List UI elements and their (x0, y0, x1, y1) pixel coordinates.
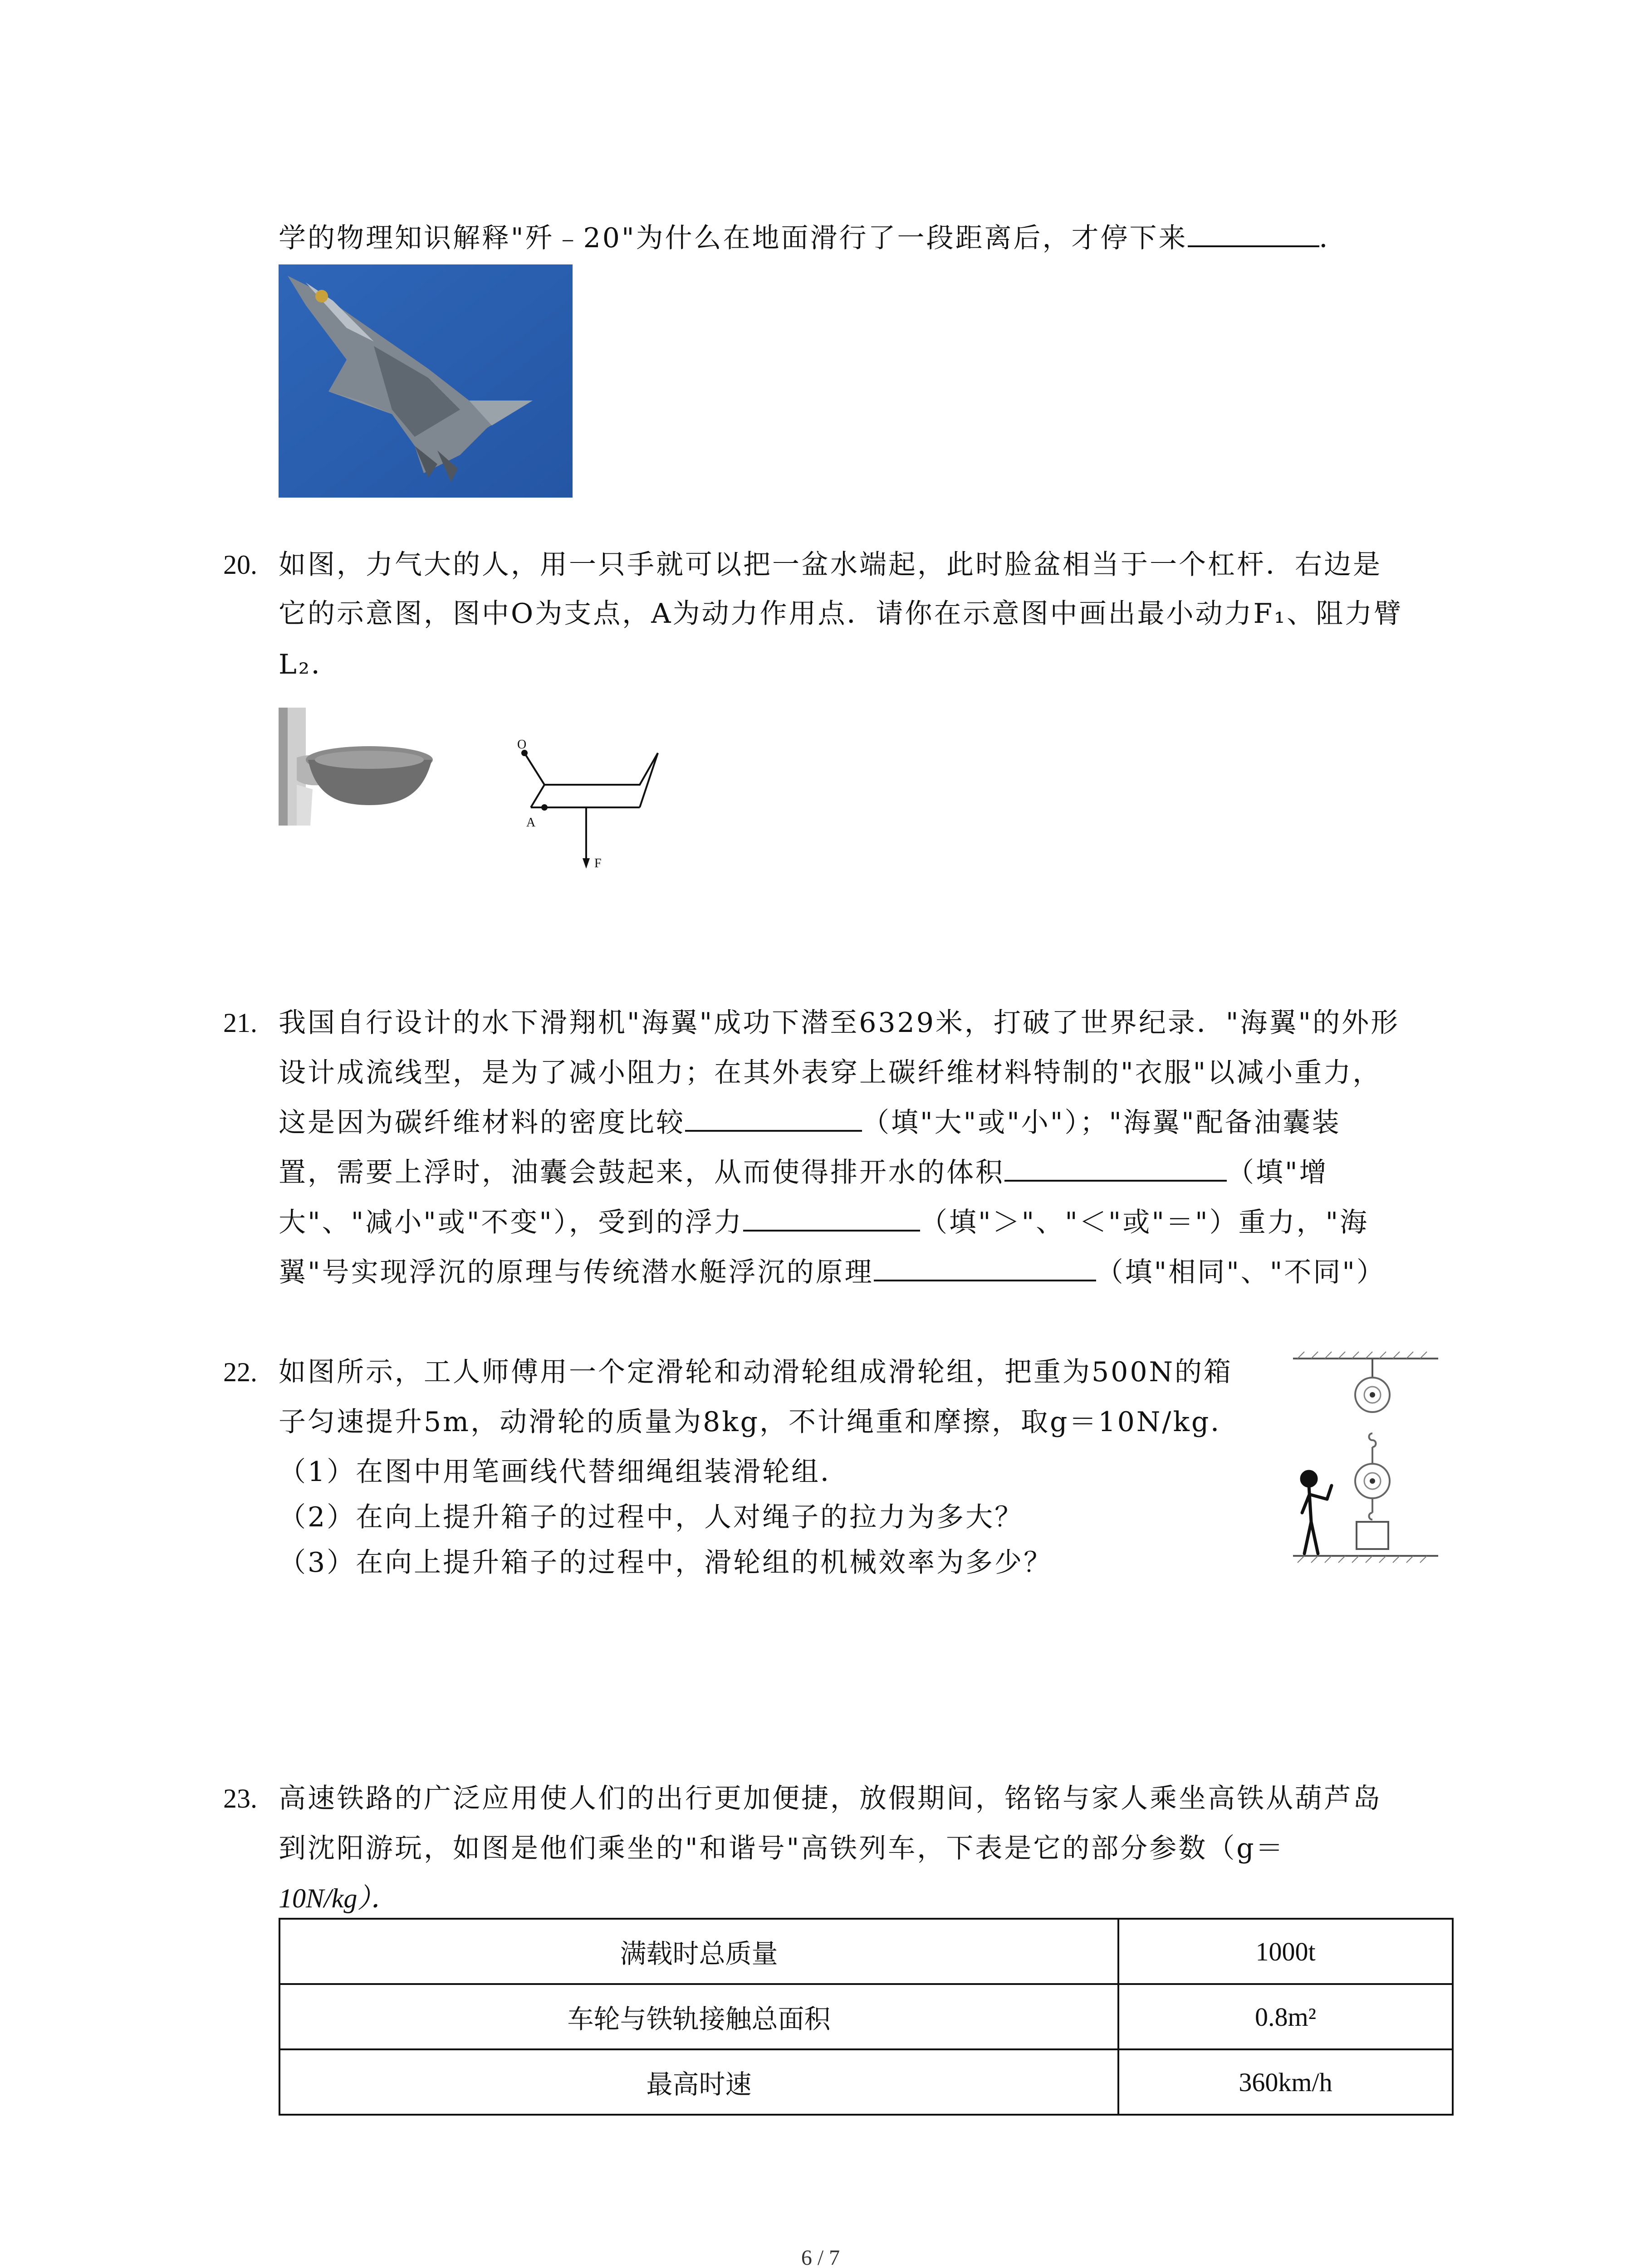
q22-sub3: （3）在向上提升箱子的过程中，滑轮组的机械效率为多少？ (279, 1547, 1053, 1579)
pulley-diagram (1284, 1349, 1447, 1581)
param-label: 最高时速 (279, 2049, 1118, 2115)
q21-blank-density[interactable] (685, 1105, 862, 1132)
param-label: 车轮与铁轨接触总面积 (279, 1984, 1118, 2049)
lever-diagram (504, 739, 662, 875)
q21-line6a: 翼"号实现浮沉的原理与传统潜水艇浮沉的原理 (279, 1256, 874, 1288)
table-row (279, 1984, 1453, 2049)
q21-line3b: （填"大"或"小"）；"海翼"配备油囊装 (862, 1107, 1341, 1139)
q20-line3: L₂． (279, 649, 340, 680)
q22-sub2: （2）在向上提升箱子的过程中，人对绳子的拉力为多大？ (279, 1501, 1024, 1533)
q22-sub1: （1）在图中用笔画线代替细绳组装滑轮组． (279, 1456, 850, 1488)
table-row (279, 2049, 1453, 2115)
q21-line1: 我国自行设计的水下滑翔机"海翼"成功下潜至6329米，打破了世界纪录．"海翼"的外形 (279, 1007, 1400, 1039)
basin-outline (524, 753, 658, 785)
q21-blank-buoyancy[interactable] (743, 1204, 920, 1232)
param-value: 0.8m² (1118, 1984, 1453, 2049)
table-row (279, 1919, 1453, 1984)
q21-line3 (279, 1105, 1341, 1141)
q19-answer-blank[interactable] (1188, 220, 1319, 247)
q19-line-text: 学的物理知识解释"歼﹣20"为什么在地面滑行了一段距离后，才停下来 (279, 222, 1188, 254)
page-number: 6 / 7 (801, 2246, 840, 2268)
q21-line5 (279, 1204, 1369, 1241)
label-a: A (526, 816, 536, 830)
q20-line2: 它的示意图，图中O为支点，A为动力作用点．请你在示意图中画出最小动力F₁、阻力臂 (279, 598, 1403, 630)
q22-line2: 子匀速提升5m，动滑轮的质量为8kg，不计绳重和摩擦，取g＝10N/kg． (279, 1406, 1240, 1438)
q19-text-line (279, 220, 1348, 256)
q23-number: 23. (223, 1784, 257, 1813)
q21-line4 (279, 1154, 1328, 1191)
box (1357, 1522, 1388, 1549)
q21-blank-volume[interactable] (1004, 1154, 1227, 1182)
q23-line1: 高速铁路的广泛应用使人们的出行更加便捷，放假期间，铭铭与家人乘坐高铁从葫芦岛 (279, 1783, 1382, 1814)
q22-number: 22. (223, 1357, 257, 1387)
q20-line1: 如图，力气大的人，用一只手就可以把一盆水端起，此时脸盆相当于一个杠杆．右边是 (279, 549, 1382, 581)
q21-number: 21. (223, 1008, 257, 1038)
q21-line6 (279, 1254, 1386, 1290)
q20-number: 20. (223, 550, 257, 580)
param-value: 360km/h (1118, 2049, 1453, 2115)
q22-line1: 如图所示，工人师傅用一个定滑轮和动滑轮组成滑轮组，把重为500N的箱 (279, 1356, 1233, 1388)
label-o: O (517, 739, 527, 752)
point-a (541, 804, 548, 811)
basin-hand-photo (279, 708, 433, 871)
q21-line5b: （填"＞"、"＜"或"＝"）重力，"海 (920, 1207, 1369, 1238)
q21-line3a: 这是因为碳纤维材料的密度比较 (279, 1107, 685, 1139)
q21-line6b: （填"相同"、"不同"） (1096, 1256, 1386, 1288)
q23-line2: 到沈阳游玩，如图是他们乘坐的"和谐号"高铁列车，下表是它的部分参数（g＝ (279, 1833, 1285, 1864)
worker-figure (1302, 1471, 1332, 1554)
q21-blank-principle[interactable] (874, 1254, 1096, 1281)
param-value: 1000t (1118, 1919, 1453, 1984)
force-arrowhead (583, 858, 590, 869)
basin-left-wall (531, 785, 544, 807)
train-parameters-table (279, 1918, 1454, 2116)
fighter-jet-photo (279, 264, 573, 498)
label-f: F (594, 856, 602, 870)
q21-line4b: （填"增 (1227, 1157, 1328, 1188)
q21-line5a: 大"、"减小"或"不变"），受到的浮力 (279, 1207, 743, 1238)
q21-line4a: 置，需要上浮时，油囊会鼓起来，从而使得排开水的体积 (279, 1157, 1004, 1188)
q21-line2: 设计成流线型，是为了减小阻力；在其外表穿上碳纤维材料特制的"衣服"以减小重力， (279, 1057, 1382, 1089)
q23-line3: 10N/kg）． (279, 1883, 398, 1913)
param-label: 满载时总质量 (279, 1919, 1118, 1984)
q19-line-end: ． (1319, 222, 1348, 254)
